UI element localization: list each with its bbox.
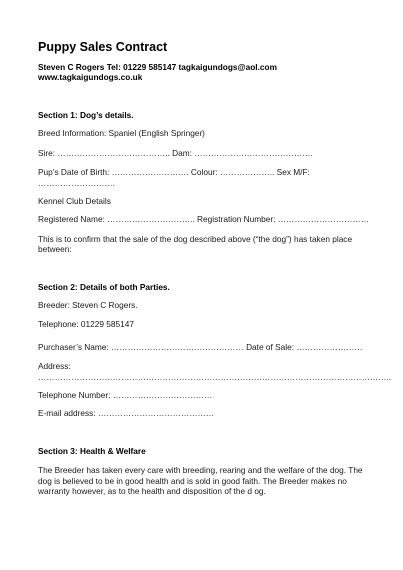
registered-name-line: Registered Name: ………………………….. Registration Number: …………………………… <box>38 214 370 224</box>
address-label: Address: <box>38 361 71 371</box>
birth-line-continuation: ………………………. <box>38 178 115 188</box>
document-title: Puppy Sales Contract <box>38 40 168 54</box>
confirm-line-2: between: <box>38 244 72 254</box>
health-para-line-2: dog is believed to be in good health and is sold in good faith. The Breeder makes no <box>38 476 347 486</box>
section1-heading: Section 1: Dog’s details. <box>38 110 134 120</box>
sire-dam-line: Sire: ………………………………….. Dam: ……………………………………. <box>38 148 313 158</box>
breeder-telephone-line: Telephone: 01229 585147 <box>38 319 134 329</box>
purchaser-date-line: Purchaser’s Name: ………………………………………… Date of Sale: …………………… <box>38 342 363 352</box>
section3-heading: Section 3: Health & Welfare <box>38 446 146 456</box>
confirm-line-1: This is to confirm that the sale of the dog described above (“the dog”) has taken place <box>38 234 353 244</box>
telephone-number-line: Telephone Number: ……………………………… <box>38 390 213 400</box>
breed-line: Breed Information: Spaniel (English Springer) <box>38 128 205 138</box>
address-dots: ……………………………………………………………………………………………………………….. <box>38 372 392 382</box>
email-line: E-mail address: …………………………………… <box>38 408 215 418</box>
health-para-line-3: warranty however, as to the health and disposition of the d og. <box>38 486 266 496</box>
health-para-line-1: The Breeder has taken every care with breeding, rearing and the welfare of the dog. The <box>38 465 363 475</box>
section2-heading: Section 2: Details of both Parties. <box>38 282 170 292</box>
birth-colour-sex-line: Pup’s Date of Birth: ………………………. Colour: ……………….. Sex M/F: <box>38 167 310 177</box>
breeder-line: Breeder: Steven C Rogers. <box>38 300 138 310</box>
kennel-club-label: Kennel Club Details <box>38 196 111 206</box>
contact-line: Steven C Rogers Tel: 01229 585147 tagkaigundogs@aol.com <box>38 62 277 72</box>
website-line: www.tagkaigundogs.co.uk <box>38 72 143 82</box>
